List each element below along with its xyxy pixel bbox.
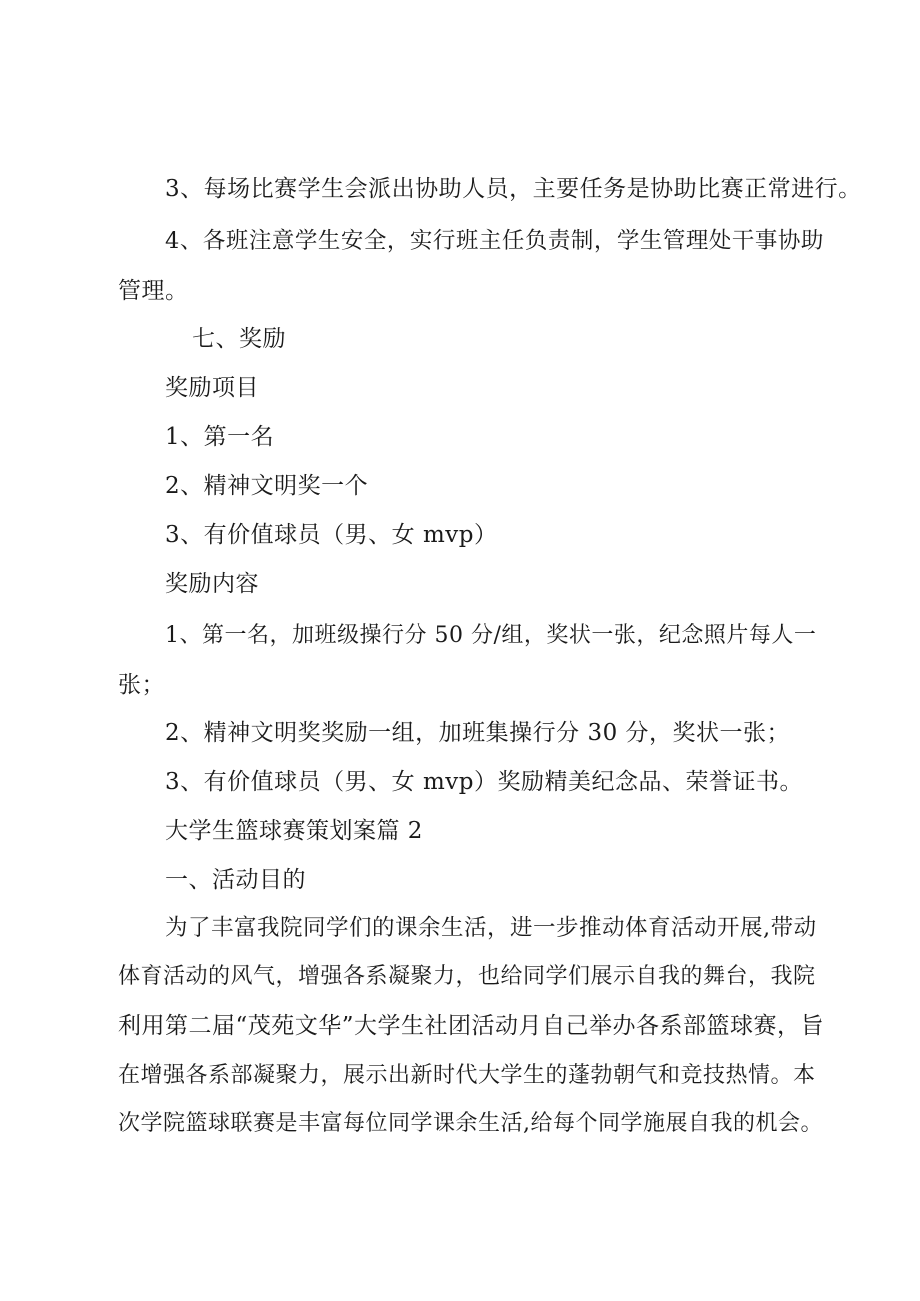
paragraph-line: 1、第一名，加班级操行分 50 分/组，奖状一张，纪念照片每人一 [165,623,817,648]
list-item: 3、有价值球员（男、女 mvp）奖励精美纪念品、荣誉证书。 [165,769,803,795]
list-item: 1、第一名 [165,424,275,450]
section-heading: 七、奖励 [192,326,286,352]
paragraph-line: 管理。 [118,278,189,304]
paragraph-line: 次学院篮球联赛是丰富每位同学课余生活,给每个同学施展自我的机会。 [118,1111,823,1136]
list-item: 2、精神文明奖奖励一组，加班集操行分 30 分，奖状一张； [165,720,791,746]
paragraph-line: 4、各班注意学生安全，实行班主任负责制，学生管理处干事协助 [165,228,824,254]
paragraph-line: 在增强各系部凝聚力，展示出新时代大学生的蓬勃朝气和竞技热情。本 [118,1063,816,1088]
subheading: 奖励内容 [165,571,259,597]
article-title: 大学生篮球赛策划案篇 2 [165,818,423,844]
paragraph-line: 张； [118,672,165,698]
section-heading: 一、活动目的 [165,867,306,893]
paragraph-line: 为了丰富我院同学们的课余生活，进一步推动体育活动开展,带动 [165,915,817,941]
paragraph-line: 体育活动的风气，增强各系凝聚力，也给同学们展示自我的舞台，我院 [118,964,816,989]
subheading: 奖励项目 [165,375,259,401]
list-item: 3、有价值球员（男、女 mvp） [165,522,498,548]
paragraph-line: 利用第二届“茂苑文华”大学生社团活动月自己举办各系部篮球赛，旨 [118,1013,825,1039]
paragraph-line: 3、每场比赛学生会派出协助人员，主要任务是协助比赛正常进行。 [165,176,862,202]
list-item: 2、精神文明奖一个 [165,473,369,499]
